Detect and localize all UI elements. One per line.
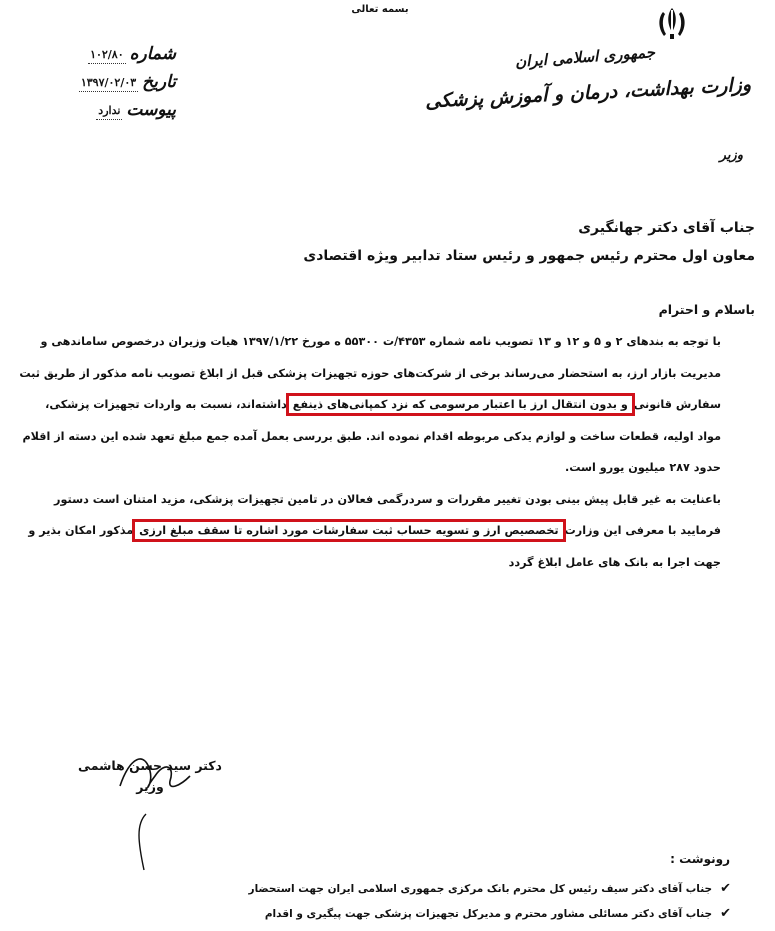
cc-list (31, 876, 731, 926)
meta-attachment-value: ندارد (96, 104, 122, 120)
cc-item-text: جناب آقای دکتر مسائلی مشاور محترم و مدیرکل تجهیزات پزشکی جهت پیگیری و اقدام (264, 907, 713, 920)
p1-highlighted-text: و بدون انتقال ارز با اعتبار مرسومی که نزد کمپانی‌های ذینفع (292, 398, 628, 411)
recipient-block (35, 214, 755, 270)
meta-date-row (6, 64, 176, 92)
body-paragraph-2 (19, 484, 757, 579)
checkmark-icon: ✔ (720, 881, 731, 896)
cc-item (31, 876, 731, 901)
organization-country: جمهوری اسلامی ایران (514, 43, 656, 71)
meta-number-label: شماره (129, 44, 176, 64)
meta-attachment-label: پیوست (126, 100, 176, 120)
office-title: وزیر (719, 148, 743, 163)
p1-text-start: با توجه به بندهای ۲ و ۵ و ۱۲ و ۱۳ تصویب نامه شماره ۴۳۵۳/ت ۵۵۳۰۰ ه مورخ ۱۳۹۷/۱/۲۲ هیات وزیران درخصوص ساماندهی و مدیریت بازار ارز، به استحضار می‌رساند برخی از شرکت‌های حوزه تجهیزات پزشکی قبل از ابلاغ تصویب نامه مذکور از طریق ثبت سفارش قانونی (19, 335, 721, 411)
meta-attachment-row (6, 92, 176, 120)
cc-label: رونوشت : (670, 852, 730, 866)
signatory-name: دکتر سید حسن هاشمی (78, 758, 222, 773)
signatory-title: وزیر (136, 779, 164, 794)
body-paragraph-1 (19, 326, 757, 484)
signature-stroke-icon (128, 812, 158, 872)
meta-number-value: ۱۰۲/۸۰ (88, 48, 126, 64)
organization-ministry: وزارت بهداشت، درمان و آموزش پزشکی (424, 73, 752, 113)
letter-meta (6, 36, 176, 120)
recipient-name: جناب آقای دکتر جهانگیری (578, 220, 755, 236)
invocation-text: بسمه تعالی (351, 4, 409, 15)
cc-item-text: جناب آقای دکتر سیف رئیس کل محترم بانک مرکزی جمهوری اسلامی ایران جهت استحضار (248, 882, 713, 895)
signature-block (70, 758, 230, 794)
p2-text-end: مذکور امکان بذیر و جهت اجرا به بانک های عامل ابلاغ گردد (28, 524, 721, 569)
signature-scribble-icon (110, 746, 200, 806)
letter-body (19, 326, 757, 578)
cc-item (31, 901, 731, 926)
p2-text-start: باعنایت به غیر قابل پیش بینی بودن تغییر مقررات و سردرگمی فعالان در تامین تجهیزات پزشکی، مزید امتنان است دستور فرمایید با معرفی این وزارت (54, 492, 721, 537)
checkmark-icon: ✔ (720, 906, 731, 921)
p2-highlighted-text: تخصصیص ارز و تسویه حساب ثبت سفارشات مورد اشاره تا سقف مبلغ ارزی (139, 524, 559, 537)
iran-emblem-icon (652, 6, 692, 40)
meta-number-row (6, 36, 176, 64)
salutation: باسلام و احترام (658, 302, 755, 317)
meta-date-label: تاریخ (142, 72, 176, 92)
p1-text-end: داشته‌اند، نسبت به واردات تجهیزات پزشکی، مواد اولیه، قطعات ساخت و لوازم یدکی مربوطه اقدام نموده اند. طبق بررسی بعمل آمده جمع مبلغ تعهد شده این دسته از اقلام حدود ۲۸۷ میلیون یورو است. (22, 398, 721, 474)
meta-date-value: ۱۳۹۷/۰۲/۰۳ (79, 76, 138, 92)
recipient-position: معاون اول محترم رئیس جمهور و رئیس ستاد تدابیر ویژه اقتصادی (303, 248, 755, 264)
